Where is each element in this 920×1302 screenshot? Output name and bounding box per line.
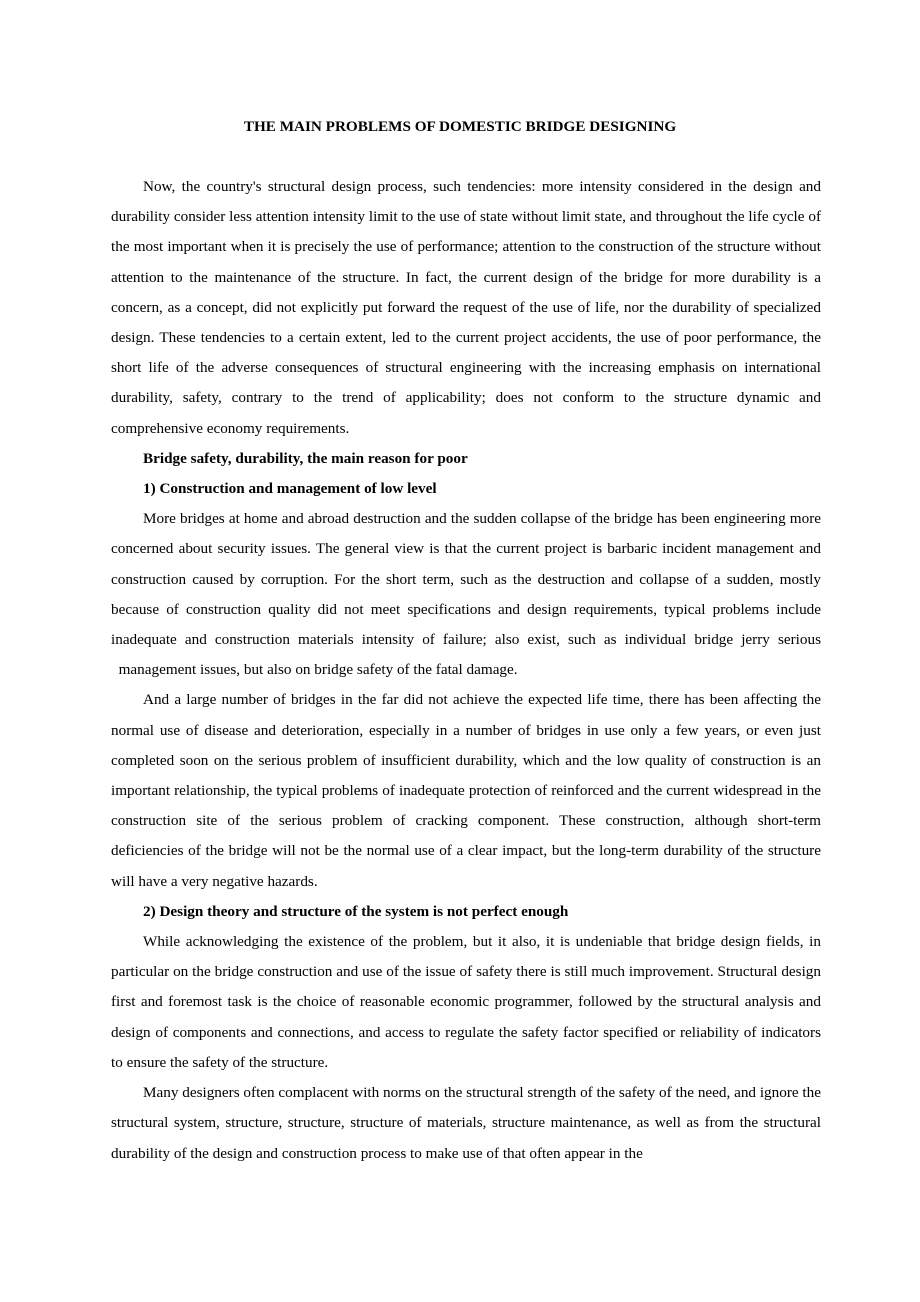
- paragraph-intro: Now, the country's structural design process, such tendencies: more intensity considered in the design and durability consider less attention intensity limit to the use of state without limit state, and throughout the life cycle of the most important when it is precisely the use of performance; attention to the construction of the structure without attention to the maintenance of the structure. In fact, the current design of the bridge for more durability is a concern, as a concept, did not explicitly put forward the request of the use of life, nor the durability of specialized design. These tendencies to a certain extent, led to the current project accidents, the use of poor performance, the short life of the adverse consequences of structural engineering with the increasing emphasis on international durability, safety, contrary to the trend of applicability; does not conform to the structure dynamic and comprehensive economy requirements.: [111, 178, 821, 437]
- paragraph-collapse: More bridges at home and abroad destruction and the sudden collapse of the bridge has been engineering more concerned about security issues. The general view is that the current project is barbaric incident management and construction caused by corruption. For the short term, such as the destruction and collapse of a sudden, mostly because of construction quality did not meet specifications and design requirements, typical problems include inadequate and construction materials intensity of failure; also exist, such as individual bridge jerry serious management issues, but also on bridge safety of the fatal damage.: [111, 510, 821, 679]
- paragraph-designers: Many designers often complacent with norms on the structural strength of the safety of the need, and ignore the structural system, structure, structure, structure of materials, structure maintenance, as well as from the structural durability of the design and construction process to make use of that often appear in the: [111, 1084, 821, 1162]
- paragraph-design-fields: While acknowledging the existence of the problem, but it also, it is undeniable that bridge design fields, in particular on the bridge construction and use of the issue of safety there is still much improvement. Structural design first and foremost task is the choice of reasonable economic programmer, followed by the structural analysis and design of components and connections, and access to regulate the safety factor specified or reliability of indicators to ensure the safety of the structure.: [111, 933, 821, 1071]
- document-body: [111, 172, 821, 1169]
- page-title: THE MAIN PROBLEMS OF DOMESTIC BRIDGE DESIGNING: [243, 118, 677, 135]
- paragraph-durability: And a large number of bridges in the far did not achieve the expected life time, there has been affecting the normal use of disease and deterioration, especially in a number of bridges in use only a few years, or even just completed soon on the serious problem of insufficient durability, which and the low quality of construction is an important relationship, the typical problems of inadequate protection of reinforced and the current widespread in the construction site of the serious problem of cracking component. These construction, although short-term deficiencies of the bridge will not be the normal use of a clear impact, but the long-term durability of the structure will have a very negative hazards.: [111, 691, 821, 890]
- section-heading-safety-durability: Bridge safety, durability, the main reason for poor: [143, 449, 468, 467]
- subsection-heading-construction-management: 1) Construction and management of low level: [143, 480, 437, 498]
- subsection-heading-design-theory: 2) Design theory and structure of the system is not perfect enough: [143, 902, 569, 920]
